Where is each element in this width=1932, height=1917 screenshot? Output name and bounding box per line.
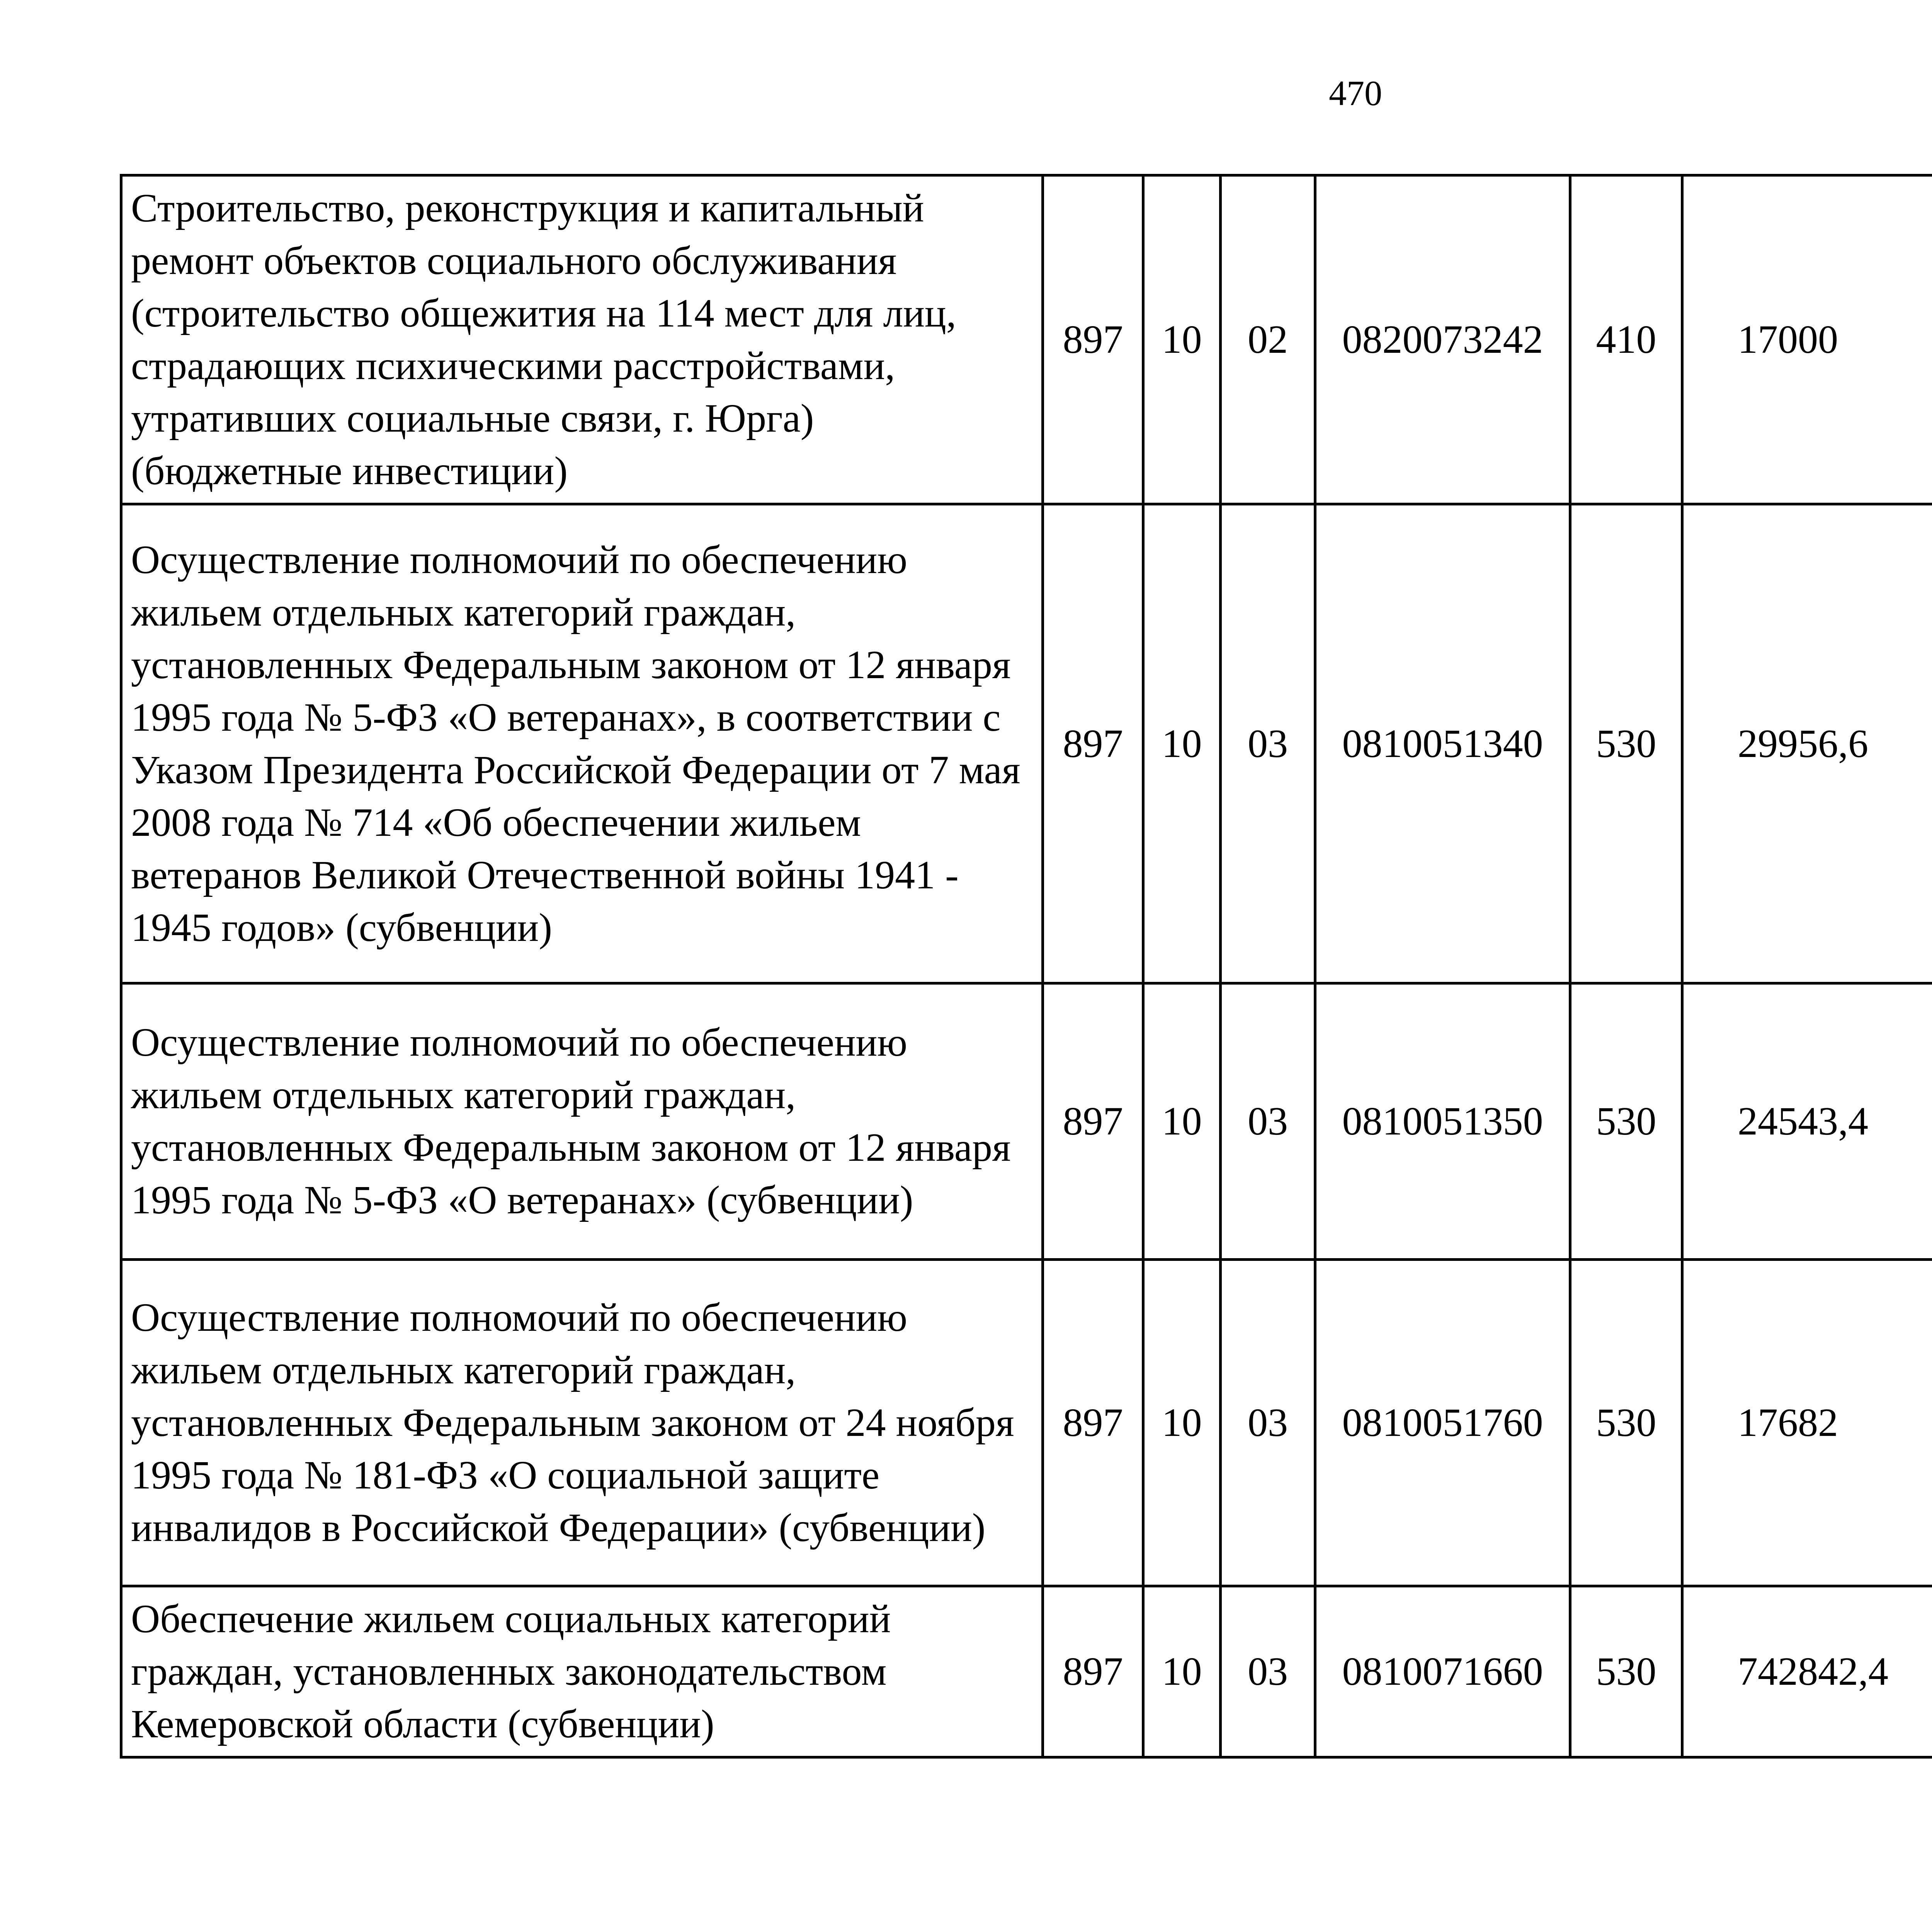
section-code: 10: [1143, 1260, 1221, 1586]
expense-type-code: 530: [1570, 504, 1682, 983]
table-row: [121, 983, 1932, 1260]
section-code: 10: [1143, 983, 1221, 1260]
ministry-code: 897: [1043, 1586, 1143, 1757]
target-article-code: 0810051340: [1315, 504, 1570, 983]
section-code: 10: [1143, 504, 1221, 983]
target-article-code: 0820073242: [1315, 175, 1570, 504]
expense-type-code: 530: [1570, 1586, 1682, 1757]
subsection-code: 03: [1221, 983, 1315, 1260]
expense-type-code: 530: [1570, 983, 1682, 1260]
section-code: 10: [1143, 1586, 1221, 1757]
subsection-code: 03: [1221, 1260, 1315, 1586]
target-article-code: 0810071660: [1315, 1586, 1570, 1757]
amount-year-1: 24543,4: [1682, 983, 1932, 1260]
ministry-code: 897: [1043, 504, 1143, 983]
budget-table: [120, 174, 1932, 1759]
subsection-code: 03: [1221, 1586, 1315, 1757]
table-row: [121, 504, 1932, 983]
target-article-code: 0810051760: [1315, 1260, 1570, 1586]
page-number: 470: [1329, 73, 1382, 113]
ministry-code: 897: [1043, 983, 1143, 1260]
subsection-code: 02: [1221, 175, 1315, 504]
amount-year-1: 17000: [1682, 175, 1932, 504]
amount-year-1: 17682: [1682, 1260, 1932, 1586]
subsection-code: 03: [1221, 504, 1315, 983]
section-code: 10: [1143, 175, 1221, 504]
table-row: [121, 1260, 1932, 1586]
expense-type-code: 410: [1570, 175, 1682, 504]
row-description: Осуществление полномочий по обеспечению жильем отдельных категорий граждан, установленных Федеральным законом от 24 ноября 1995 года № 181-ФЗ «О социальной защите инвалидов в Российской Федерации» (субвенции): [121, 1260, 1043, 1586]
target-article-code: 0810051350: [1315, 983, 1570, 1260]
table-row: [121, 1586, 1932, 1757]
ministry-code: 897: [1043, 1260, 1143, 1586]
row-description: Строительство, реконструкция и капитальный ремонт объектов социального обслуживания (строительство общежития на 114 мест для лиц, страдающих психическими расстройствами, утративших социальные связи, г. Юрга) (бюджетные инвестиции): [121, 175, 1043, 504]
amount-year-1: 29956,6: [1682, 504, 1932, 983]
expense-type-code: 530: [1570, 1260, 1682, 1586]
amount-year-1: 742842,4: [1682, 1586, 1932, 1757]
row-description: Осуществление полномочий по обеспечению жильем отдельных категорий граждан, установленных Федеральным законом от 12 января 1995 года № 5-ФЗ «О ветеранах» (субвенции): [121, 983, 1043, 1260]
row-description: Осуществление полномочий по обеспечению жильем отдельных категорий граждан, установленных Федеральным законом от 12 января 1995 года № 5-ФЗ «О ветеранах», в соответствии с Указом Президента Российской Федерации от 7 мая 2008 года № 714 «Об обеспечении жильем ветеранов Великой Отечественной войны 1941 - 1945 годов» (субвенции): [121, 504, 1043, 983]
row-description: Обеспечение жильем социальных категорий граждан, установленных законодательством Кемеровской области (субвенции): [121, 1586, 1043, 1757]
table-row: [121, 175, 1932, 504]
ministry-code: 897: [1043, 175, 1143, 504]
